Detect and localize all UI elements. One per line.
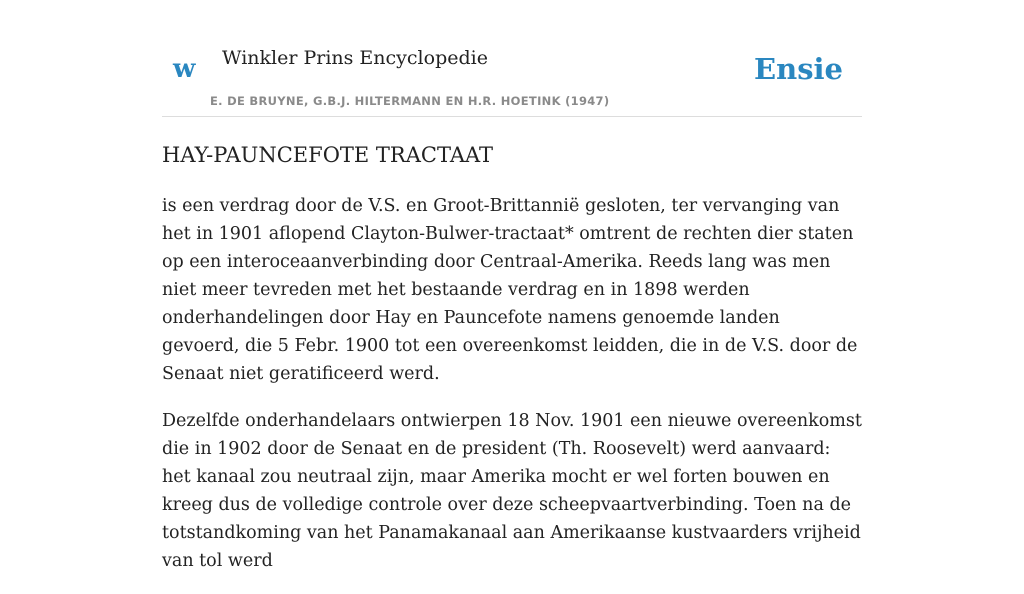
article-paragraph: is een verdrag door de V.S. en Groot-Brittannië gesloten, ter vervanging van het in 1901 aflopend Clayton-Bulwer-tractaat* omtrent de rechten dier staten op een interoceaanverbinding door Centraal-Amerika. Reeds lang was men niet meer tevreden met het bestaande verdrag en in 1898 werden onderhandelingen door Hay en Pauncefote namens genoemde landen gevoerd, die 5 Febr. 1900 tot een overeenkomst leidden, die in de V.S. door de Senaat niet geratificeerd werd. [162,196,858,384]
page-header [162,0,862,117]
article-paragraph: Dezelfde onderhandelaars ontwierpen 18 Nov. 1901 een nieuwe overeenkomst die in 1902 door de Senaat en de president (Th. Roosevelt) werd aanvaard: het kanaal zou neutraal zijn, maar Amerika mocht er wel forten bouwen en kreeg dus de volledige controle over deze scheepvaartverbinding. Toen na de totstandkoming van het Panamakanaal aan Amerikaanse kustvaarders vrijheid van tol werd [162,411,862,571]
article-body [162,192,862,594]
ensie-logo[interactable]: Ensie [754,52,843,86]
article-title: HAY-PAUNCEFOTE TRACTAAT [162,143,494,167]
winkler-prins-logo[interactable]: w [173,54,196,84]
publication-authors: E. DE BRUYNE, G.B.J. HILTERMANN EN H.R. HOETINK (1947) [210,94,610,108]
publication-title[interactable]: Winkler Prins Encyclopedie [222,47,488,69]
article-page [162,0,862,571]
